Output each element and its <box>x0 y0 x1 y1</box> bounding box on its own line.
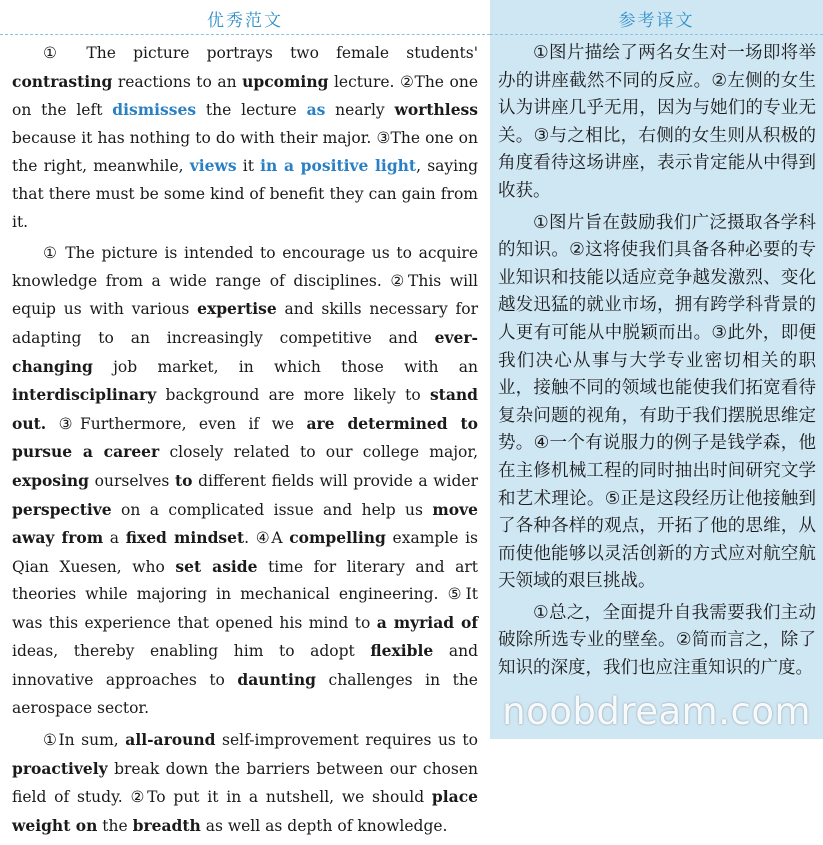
text: the lecture <box>196 101 307 120</box>
text: break down the barriers between our chosen field of study. ②To put it in a nutshell, we should <box>12 759 478 807</box>
text: the <box>97 817 133 836</box>
text: as well as depth of knowledge. <box>200 817 448 836</box>
text: and innovative approaches to <box>12 642 478 690</box>
keyword: perspective <box>12 499 112 519</box>
title-divider <box>490 34 823 35</box>
text: The picture portrays two female students' <box>69 44 478 62</box>
text: because it has nothing to do with their major. ③The one on the right, meanwhile, <box>12 128 478 176</box>
keyword: contrasting <box>12 71 113 91</box>
text: ①In sum, <box>43 731 126 750</box>
text: lecture. ②The one on the left <box>12 72 478 120</box>
keyword: daunting <box>237 670 316 690</box>
text: ① <box>43 44 70 62</box>
keyword: place weight on <box>12 787 478 836</box>
keyword: exposing <box>12 470 90 490</box>
watermark: noobdream.com <box>502 690 811 733</box>
keyword: fixed mindset <box>125 528 245 548</box>
text: . ④A <box>244 529 290 548</box>
essay-paragraph-3 <box>12 726 478 840</box>
text: it <box>236 157 261 176</box>
keyword: stand out. <box>12 385 478 433</box>
keyword: ever-changing <box>12 327 478 376</box>
essay-paragraph-2 <box>12 240 478 722</box>
text: nearly <box>325 101 395 120</box>
keyword: are determined to pursue a career <box>12 413 478 462</box>
text: ideas, thereby enabling him to adopt <box>12 642 371 661</box>
keyword: to <box>174 470 193 490</box>
text: ③Furthermore, even if we <box>46 414 307 433</box>
keyword: upcoming <box>242 71 329 91</box>
translation-paragraph-2: ①图片旨在鼓励我们广泛摄取各学科的知识。②这将使我们具备各种必要的专业知识和技能以适应竞争越发激烈、变化越发迅猛的就业市场，拥有跨学科背景的人更有可能从中脱颖而出。③此外，即便我们决心从事与大学专业密切相关的职业，接触不同的领域也能使我们拓宽看待复杂问题的视角，有助于我们摆脱思维定势。④一个有说服力的例子是钱学森，他在主修机械工程的同时抽出时间研究文学和艺术理论。⑤正是这段经历让他接触到了各种各样的观点，开拓了他的思维，从而使他能够以灵活创新的方式应对航空航天领域的艰巨挑战。 <box>498 212 816 592</box>
text: background are more likely to <box>156 386 430 405</box>
highlighted-phrase: as <box>306 100 326 120</box>
text: reactions to an <box>112 72 243 91</box>
keyword: all-around <box>125 730 216 750</box>
essay-body <box>12 40 478 845</box>
translation-title: 参考译文 <box>618 11 695 31</box>
text: self-improvement requires us to <box>215 731 478 750</box>
keyword: compelling <box>289 528 386 548</box>
text: a <box>103 529 126 548</box>
keyword: interdisciplinary <box>12 385 157 405</box>
text: on a complicated issue and help us <box>111 500 433 519</box>
translation-paragraph-1: ①图片描绘了两名女生对一场即将举办的讲座截然不同的反应。②左侧的女生认为讲座几乎无用，因为与她们的专业无关。③与之相比，右侧的女生则从积极的角度看待这场讲座，表示肯定能从中得到收获。 <box>498 43 816 201</box>
keyword: proactively <box>12 758 108 778</box>
keyword: expertise <box>197 299 277 319</box>
keyword: a myriad of <box>376 612 478 632</box>
keyword: breadth <box>132 816 201 836</box>
keyword: worthless <box>394 100 479 120</box>
text: , saying that there must be some kind of benefit they can gain from it. <box>12 157 479 231</box>
text: time for literary and art theories while majoring in mechanical engineering. ⑤It was this experience that opened his mind to <box>12 557 478 632</box>
keyword: flexible <box>370 641 434 661</box>
text: closely related to our college major, <box>159 443 478 462</box>
keyword: set aside <box>175 556 258 576</box>
highlighted-phrase: in a positive light <box>260 156 417 176</box>
essay-paragraph-1 <box>12 40 478 236</box>
text: challenges in the aerospace sector. <box>12 671 478 717</box>
text: different fields will provide a wider <box>192 471 478 490</box>
keyword: move away from <box>12 499 478 548</box>
translation-paragraph-3: ①总之，全面提升自我需要我们主动破除所选专业的壁垒。②简而言之，除了知识的深度，我们也应注重知识的广度。 <box>498 602 816 679</box>
highlighted-phrase: views <box>189 156 237 176</box>
sample-essay-title: 优秀范文 <box>207 11 283 31</box>
text: ourselves <box>89 471 175 490</box>
translation-body <box>498 40 816 687</box>
text: and skills necessary for adapting to an increasingly competitive and <box>12 300 478 347</box>
text: example is Qian Xuesen, who <box>12 529 479 576</box>
text: ① The picture is intended to encourage us to acquire knowledge from a wide range of disciplines. ②This will equip us with various <box>12 244 478 319</box>
highlighted-phrase: dismisses <box>112 100 197 120</box>
text: job market, in which those with an <box>92 357 478 376</box>
title-divider <box>0 34 490 35</box>
translation-column <box>490 0 823 739</box>
